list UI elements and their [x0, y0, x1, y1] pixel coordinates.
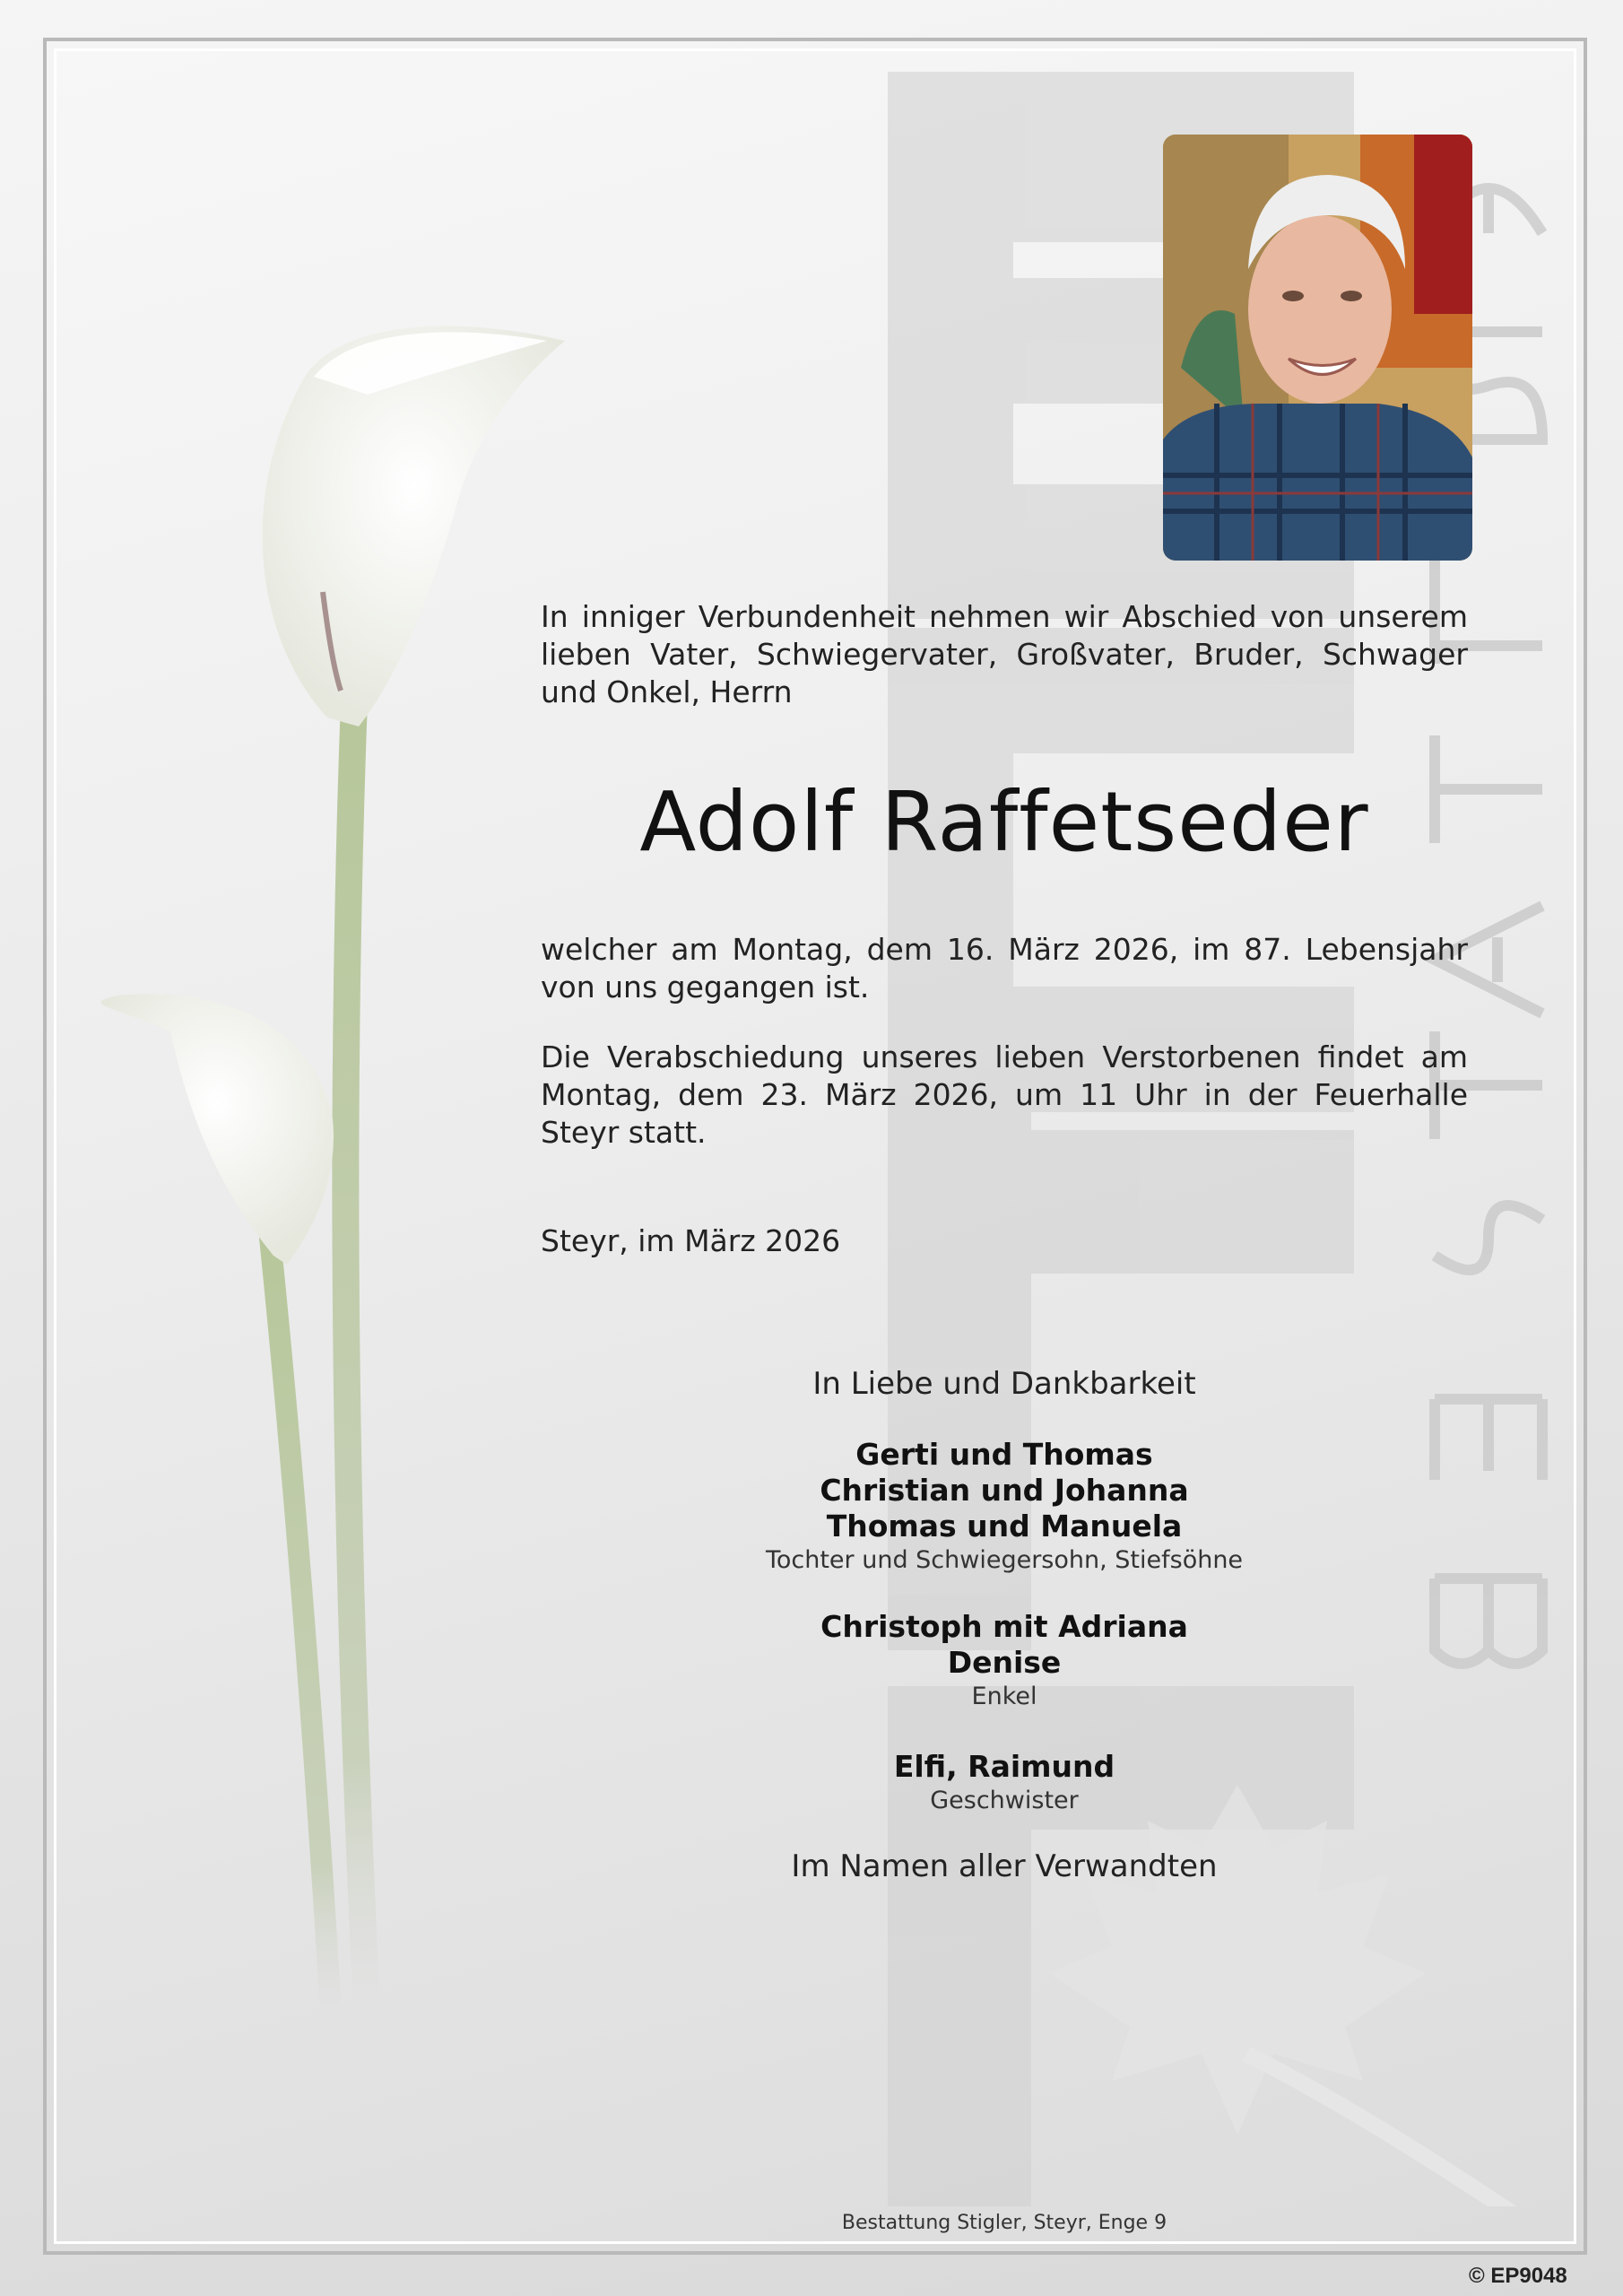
family-name: Thomas und Manuela: [826, 1509, 1183, 1544]
family-relation: Tochter und Schwiegersohn, Stiefsöhne: [765, 1546, 1244, 1574]
funeral-notice-paragraph: Die Verabschiedung unseres lieben Verstorbenen findet am Montag, dem 23. März 2026, um 11 Uhr in der Feuerhalle Steyr statt.: [541, 1039, 1468, 1150]
family-group-children: [541, 1437, 1468, 1544]
family-group-siblings: [541, 1749, 1468, 1785]
family-name: Denise: [947, 1645, 1062, 1680]
relatives-line: Im Namen aller Verwandten: [791, 1848, 1218, 1884]
family-relation: Enkel: [971, 1683, 1037, 1710]
deceased-name: Adolf Raffetseder: [639, 774, 1369, 870]
closing-line: In Liebe und Dankbarkeit: [812, 1366, 1196, 1402]
family-name: Elfi, Raimund: [893, 1749, 1115, 1784]
family-group-grandchildren: [541, 1609, 1468, 1681]
calla-lily-illustration: [99, 323, 601, 2072]
family-name: Gerti und Thomas: [855, 1437, 1153, 1472]
intro-paragraph: In inniger Verbundenheit nehmen wir Abschied von unserem lieben Vater, Schwiegervater, Großvater, Bruder, Schwager und Onkel, Herrn: [541, 599, 1468, 709]
family-relation: Geschwister: [930, 1787, 1079, 1814]
death-notice-paragraph: welcher am Montag, dem 16. März 2026, im 87. Lebensjahr von uns gegangen ist.: [541, 932, 1468, 1004]
place-date: Steyr, im März 2026: [541, 1223, 841, 1258]
deceased-portrait-photo: [1163, 135, 1472, 561]
copyright-code: © EP9048: [1469, 2264, 1567, 2288]
family-name: Christoph mit Adriana: [820, 1609, 1188, 1644]
funeral-home-footer: Bestattung Stigler, Steyr, Enge 9: [841, 2212, 1167, 2234]
family-name: Christian und Johanna: [820, 1473, 1189, 1508]
